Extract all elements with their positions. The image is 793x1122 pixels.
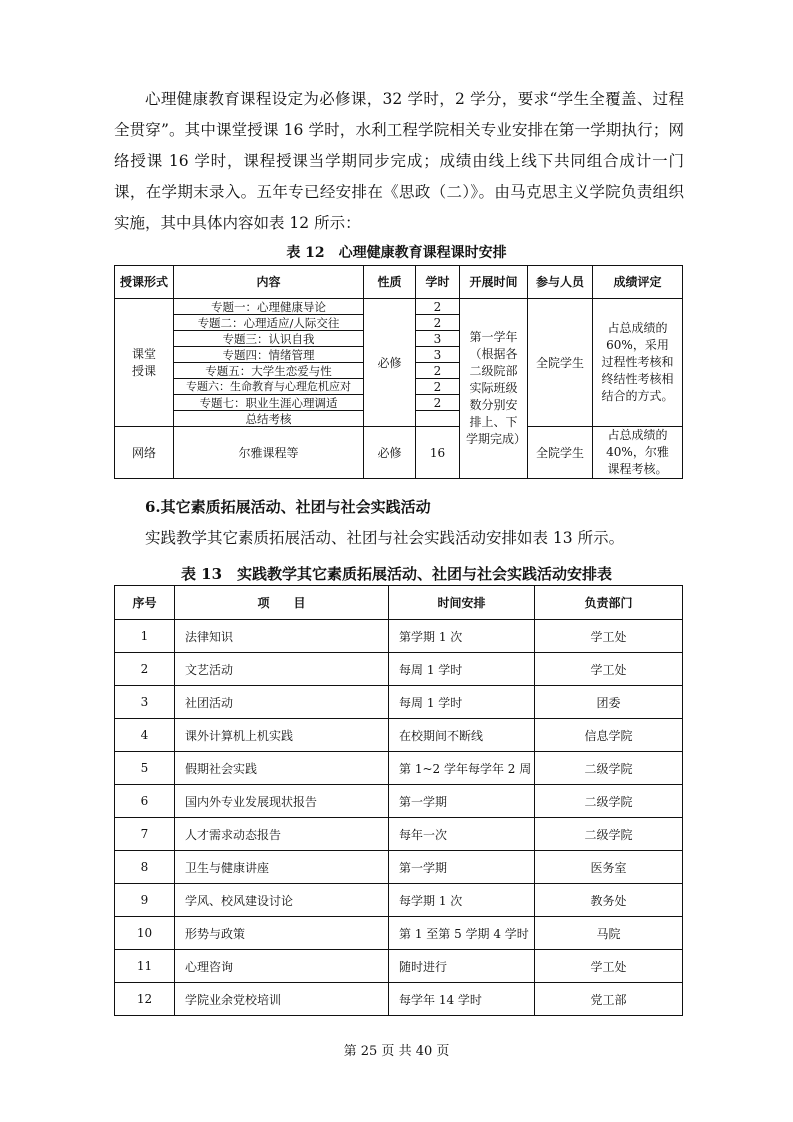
table-row <box>115 818 683 851</box>
table12-caption: 表 12 心理健康教育课程课时安排 <box>286 245 507 261</box>
table13-header-cell: 时间安排 <box>389 586 535 620</box>
topic-hours-cell <box>416 411 460 427</box>
item-cell: 国内外专业发展现状报告 <box>175 785 389 818</box>
table-row <box>115 983 683 1016</box>
item-cell: 法律知识 <box>175 620 389 653</box>
table-row <box>115 620 683 653</box>
table12-header-cell: 内容 <box>174 266 364 299</box>
item-cell: 心理咨询 <box>175 950 389 983</box>
topic-cell: 专题一：心理健康导论 <box>174 299 364 315</box>
table13-caption: 表 13 实践教学其它素质拓展活动、社团与社会实践活动安排表 <box>180 565 613 583</box>
time-cell: 每学期 1 次 <box>389 884 535 917</box>
topic-hours-cell: 2 <box>416 315 460 331</box>
table-row <box>115 719 683 752</box>
table-row <box>115 950 683 983</box>
row-number-cell: 7 <box>115 818 175 851</box>
table12-row <box>115 427 683 479</box>
item-cell: 人才需求动态报告 <box>175 818 389 851</box>
topic-cell: 专题三：认识自我 <box>174 331 364 347</box>
table-row <box>115 884 683 917</box>
time-cell: 随时进行 <box>389 950 535 983</box>
classroom-participants-cell: 全院学生 <box>528 299 593 427</box>
item-cell: 课外计算机上机实践 <box>175 719 389 752</box>
time-cell: 第学期 1 次 <box>389 620 535 653</box>
topic-hours-cell: 3 <box>416 331 460 347</box>
table-row <box>115 851 683 884</box>
time-cell: 每周 1 学时 <box>389 686 535 719</box>
row-number-cell: 11 <box>115 950 175 983</box>
table13-header-cell: 项 目 <box>175 586 389 620</box>
department-cell: 团委 <box>535 686 683 719</box>
topic-hours-cell: 2 <box>416 363 460 379</box>
item-cell: 卫生与健康讲座 <box>175 851 389 884</box>
topic-hours-cell: 2 <box>416 379 460 395</box>
topic-cell: 专题六：生命教育与心理危机应对 <box>174 379 364 395</box>
topic-cell: 专题四：情绪管理 <box>174 347 364 363</box>
row-number-cell: 5 <box>115 752 175 785</box>
department-cell: 学工处 <box>535 620 683 653</box>
time-cell: 第一学期 <box>389 785 535 818</box>
time-cell: 第一学年（根据各二级院部实际班级数分别安排上、下学期完成） <box>460 299 528 479</box>
table13-header-row <box>115 586 683 620</box>
intro-paragraph: 心理健康教育课程设定为必修课，32 学时，2 学分，要求“学生全覆盖、过程全贯穿”。其中课堂授课 16 学时，水利工程学院相关专业安排在第一学期执行；网络授课 16 学时，课程授课当学期同步完成；成绩由线上线下共同组合成计一门课，在学期末录入。五年专已经安排在《思政（二）》。由马克思主义学院负责组织实施，其中具体内容如表 12 所示： <box>114 90 684 232</box>
row-number-cell: 1 <box>115 620 175 653</box>
time-cell: 第一学期 <box>389 851 535 884</box>
classroom-form-cell: 课堂授课 <box>115 299 174 427</box>
department-cell: 教务处 <box>535 884 683 917</box>
department-cell: 党工部 <box>535 983 683 1016</box>
topic-hours-cell: 3 <box>416 347 460 363</box>
table-row <box>115 686 683 719</box>
department-cell: 信息学院 <box>535 719 683 752</box>
row-number-cell: 4 <box>115 719 175 752</box>
table12-header-cell: 授课形式 <box>115 266 174 299</box>
row-number-cell: 6 <box>115 785 175 818</box>
time-cell: 每周 1 学时 <box>389 653 535 686</box>
item-cell: 文艺活动 <box>175 653 389 686</box>
item-cell: 学院业余党校培训 <box>175 983 389 1016</box>
item-cell: 学风、校风建设讨论 <box>175 884 389 917</box>
table12-row <box>115 299 683 315</box>
row-number-cell: 8 <box>115 851 175 884</box>
topic-cell: 专题七：职业生涯心理调适 <box>174 395 364 411</box>
topic-cell: 专题五：大学生恋爱与性 <box>174 363 364 379</box>
section6-heading: 6.其它素质拓展活动、社团与社会实践活动 <box>145 498 431 516</box>
table13-header-cell: 序号 <box>115 586 175 620</box>
table12-header-cell: 成绩评定 <box>593 266 683 299</box>
table-row <box>115 917 683 950</box>
department-cell: 二级学院 <box>535 818 683 851</box>
topic-cell: 专题二：心理适应/人际交往 <box>174 315 364 331</box>
online-nature-cell: 必修 <box>364 427 416 479</box>
table-row <box>115 752 683 785</box>
online-hours-cell: 16 <box>416 427 460 479</box>
table-row <box>115 785 683 818</box>
table12-header-cell: 参与人员 <box>528 266 593 299</box>
online-participants-cell: 全院学生 <box>528 427 593 479</box>
department-cell: 二级学院 <box>535 752 683 785</box>
topic-hours-cell: 2 <box>416 395 460 411</box>
classroom-nature-cell: 必修 <box>364 299 416 427</box>
time-cell: 第 1~2 学年每学年 2 周 <box>389 752 535 785</box>
time-cell: 在校期间不断线 <box>389 719 535 752</box>
table12-header-cell: 开展时间 <box>460 266 528 299</box>
table12 <box>114 265 683 479</box>
online-content-cell: 尔雅课程等 <box>174 427 364 479</box>
classroom-grading-cell: 占总成绩的60%，采用过程性考核和终结性考核相结合的方式。 <box>593 299 683 427</box>
item-cell: 假期社会实践 <box>175 752 389 785</box>
row-number-cell: 9 <box>115 884 175 917</box>
online-grading-cell: 占总成绩的40%，尔雅课程考核。 <box>593 427 683 479</box>
time-cell: 每年一次 <box>389 818 535 851</box>
table12-header-row <box>115 266 683 299</box>
item-cell: 形势与政策 <box>175 917 389 950</box>
topic-cell: 总结考核 <box>174 411 364 427</box>
row-number-cell: 3 <box>115 686 175 719</box>
department-cell: 学工处 <box>535 653 683 686</box>
row-number-cell: 12 <box>115 983 175 1016</box>
item-cell: 社团活动 <box>175 686 389 719</box>
row-number-cell: 10 <box>115 917 175 950</box>
department-cell: 马院 <box>535 917 683 950</box>
department-cell: 医务室 <box>535 851 683 884</box>
page-footer: 第 25 页 共 40 页 <box>343 1044 450 1059</box>
table13-header-cell: 负责部门 <box>535 586 683 620</box>
table-row <box>115 653 683 686</box>
table12-header-cell: 性质 <box>364 266 416 299</box>
row-number-cell: 2 <box>115 653 175 686</box>
department-cell: 二级学院 <box>535 785 683 818</box>
table12-header-cell: 学时 <box>416 266 460 299</box>
department-cell: 学工处 <box>535 950 683 983</box>
section6-paragraph: 实践教学其它素质拓展活动、社团与社会实践活动安排如表 13 所示。 <box>145 529 625 547</box>
time-cell: 第 1 至第 5 学期 4 学时 <box>389 917 535 950</box>
table13 <box>114 585 683 1016</box>
time-cell: 每学年 14 学时 <box>389 983 535 1016</box>
online-form-cell: 网络 <box>115 427 174 479</box>
topic-hours-cell: 2 <box>416 299 460 315</box>
